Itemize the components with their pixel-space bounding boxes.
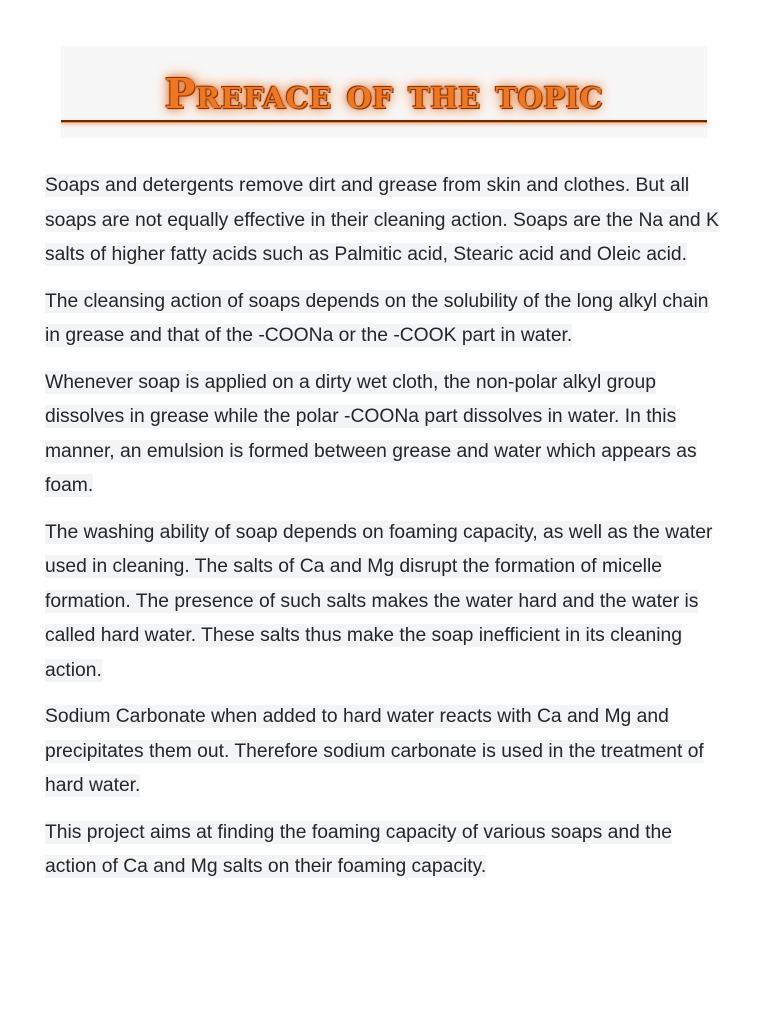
paragraph-cleansing-action bbox=[45, 285, 725, 354]
body-text bbox=[45, 169, 725, 897]
paragraph-sodium-carbonate bbox=[45, 700, 725, 804]
title-underline bbox=[61, 120, 707, 122]
paragraph-text: The cleansing action of soaps depends on the solubility of the long alkyl chain in grease and that of the -COONa or the -COOK part in water. bbox=[45, 290, 709, 346]
paragraph-text: Whenever soap is applied on a dirty wet cloth, the non-polar alkyl group dissolves in grease while the polar -COONa part dissolves in water. In this manner, an emulsion is formed between grease and water which appears as foam. bbox=[45, 371, 697, 496]
paragraph-text: This project aims at finding the foaming capacity of various soaps and the action of Ca and Mg salts on their foaming capacity. bbox=[45, 821, 672, 877]
paragraph-text: Sodium Carbonate when added to hard water reacts with Ca and Mg and precipitates them out. Therefore sodium carbonate is used in the treatment of hard water. bbox=[45, 706, 704, 796]
paragraph-text: The washing ability of soap depends on foaming capacity, as well as the water used in cleaning. The salts of Ca and Mg disrupt the formation of micelle formation. The presence of such salts makes the water hard and the water is called hard water. These salts thus make the soap inefficient in its cleaning action. bbox=[45, 521, 713, 681]
paragraph-emulsion bbox=[45, 366, 725, 504]
page-title: Preface of the topic bbox=[164, 70, 604, 118]
paragraph-hard-water bbox=[45, 516, 725, 689]
paragraph-soaps-intro bbox=[45, 169, 725, 273]
paragraph-text: Soaps and detergents remove dirt and grease from skin and clothes. But all soaps are not equally effective in their cleaning action. Soaps are the Na and K salts of higher fatty acids such as Palmitic acid, Stearic acid and Oleic acid. bbox=[45, 175, 719, 265]
paragraph-project-aim bbox=[45, 816, 725, 885]
